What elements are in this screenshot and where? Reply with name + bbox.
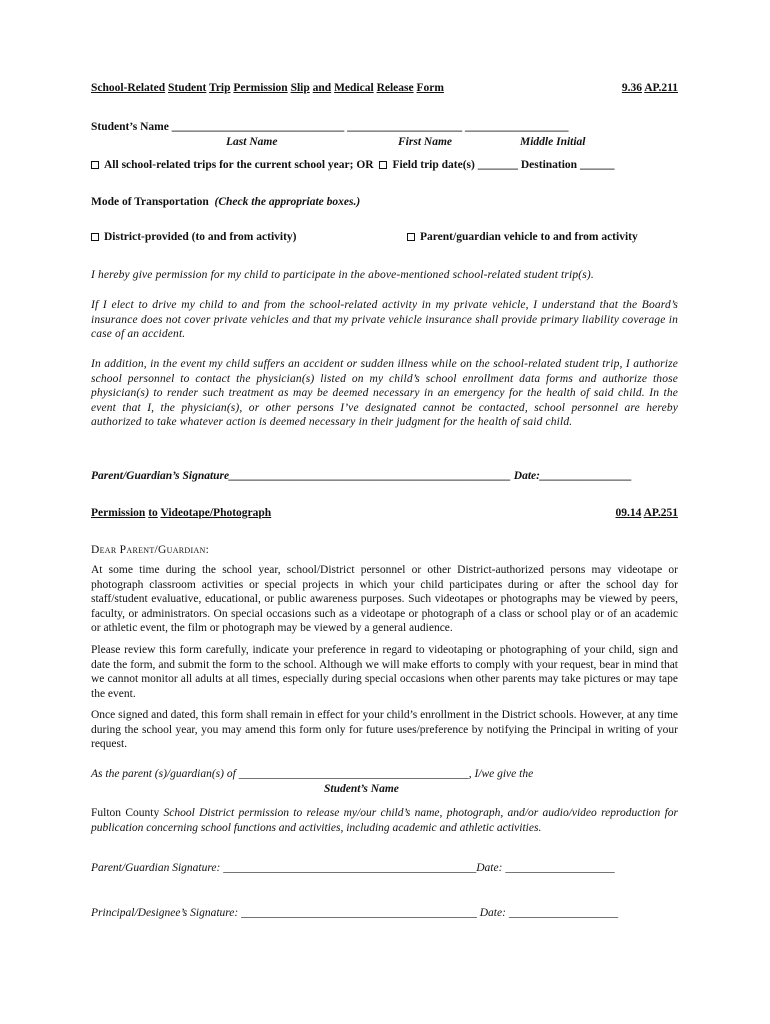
form1-policy-code [622,82,678,94]
first-name-caption: First Name [398,136,452,148]
field-trip-checkbox[interactable] [379,161,387,169]
last-name-caption: Last Name [226,136,278,148]
parent-date-label: Date: [476,862,503,874]
form1-header [91,82,678,94]
field-trip-label: Field trip date(s) _______ Destination ______ [392,159,615,171]
policy-code-part: AP.211 [644,82,678,94]
student-name-blank[interactable]: ________________________________________ [238,768,469,780]
middle-initial-caption: Middle Initial [520,136,586,148]
student-name-label: Student’s Name [91,121,169,133]
review-form-paragraph: Please review this form carefully, indicate your preference in regard to videotaping or photographing of your child, sign and date the form, and submit the form to the school. Although we will make efforts to comply with your request, bear in mind that we cannot monitor all adults at all times, especially during special occasions when other parents may take pictures or may tape the event. [91,644,678,700]
parent-transport-checkbox[interactable] [407,233,415,241]
release-organization: Fulton County [91,807,160,819]
title-word: to [148,507,158,519]
form1-signature-row [91,470,632,482]
all-trips-checkbox[interactable] [91,161,99,169]
permission-paragraph: I hereby give permission for my child to participate in the above-mentioned school-related student trip(s). [91,269,594,281]
student-name-caption: Student’s Name [324,783,399,795]
consent-statement-row [91,768,533,780]
parent-transport-option [407,231,638,243]
medical-release-paragraph: In addition, in the event my child suffers an accident or sudden illness while on the school-related student trip, I authorize school personnel to contact the physician(s) listed on my child’s school enrollment data forms and authorize those physician(s) to render such treatment as may be deemed necessary in an emergency for the health of said child. In the event that I, the physician(s), or other persons I’ve designated cannot be contacted, school personnel are hereby authorized to take whatever action is deemed necessary in their judgment for the health of said child. [91,358,678,429]
middle-initial-blank[interactable]: __________________ [464,121,569,133]
release-paragraph [91,806,678,835]
title-word: Release [376,82,414,94]
parent-signature-label: Parent/Guardian Signature: [91,862,221,874]
policy-code-part: 09.14 [615,507,642,519]
date-label: Date: [513,470,540,482]
date-line[interactable]: ________________ [539,470,632,482]
form2-title [91,507,271,519]
consent-statement-suffix: , I/we give the [468,768,534,780]
title-word: Slip [290,82,310,94]
transport-mode-hint: (Check the appropriate boxes.) [214,196,361,208]
title-word: Videotape/Photograph [160,507,272,519]
form1-title [91,82,444,94]
title-word: Medical [334,82,374,94]
title-word: Permission [91,507,146,519]
title-word: School-Related [91,82,166,94]
student-name-row [91,121,568,133]
parent-signature-line[interactable]: _________________________________________________ [229,470,511,482]
trip-options-row [91,159,614,171]
videotape-intro-paragraph: At some time during the school year, school/District personnel or other District-authorized persons may videotape or photograph classroom activities or special projects in which your child participates during or after the school day for staff/student evaluative, educational, or public awareness purposes. Such videotapes or photographs may be viewed by peers, faculty, or administrators. On special occasions such as a videotape or photograph of a class or school play or of an academic or athletic event, the film or photograph may be viewed by a general audience. [91,564,678,635]
transport-mode-heading [91,196,360,208]
district-transport-checkbox[interactable] [91,233,99,241]
parent-transport-label: Parent/guardian vehicle to and from activity [420,231,638,243]
parent-signature-label: Parent/Guardian’s Signature [91,470,230,482]
form-duration-paragraph: Once signed and dated, this form shall remain in effect for your child’s enrollment in the District schools. However, at any time during the school year, you may amend this form only for future uses/preference by notifying the Principal in writing of your request. [91,709,678,751]
release-text: School District permission to release my/our child’s name, photograph, and/or audio/video reproduction for publication concerning school functions and activities, including academic and athletic activities. [91,807,678,834]
district-transport-label: District-provided (to and from activity) [104,231,297,243]
principal-date-line[interactable]: ___________________ [508,907,619,919]
all-trips-label: All school-related trips for the current school year; OR [104,159,374,171]
principal-signature-label: Principal/Designee’s Signature: [91,907,239,919]
principal-date-label: Date: [479,907,506,919]
parent-signature-line[interactable]: ____________________________________________ [223,862,477,874]
principal-signature-line[interactable]: _________________________________________ [241,907,477,919]
last-name-blank[interactable]: ______________________________ [171,121,345,133]
consent-statement-text: As the parent (s)/guardian(s) of [91,768,236,780]
title-word: Student [167,82,207,94]
policy-code-part: AP.251 [643,507,678,519]
principal-signature-row [91,907,618,919]
district-transport-option [91,231,297,243]
salutation: Dear Parent/Guardian: [91,544,210,556]
form2-policy-code [615,507,678,519]
title-word: Trip [209,82,231,94]
parent-date-line[interactable]: ___________________ [505,862,615,874]
title-word: Form [416,82,444,94]
form2-header [91,507,678,519]
policy-code-part: 9.36 [621,82,642,94]
private-vehicle-paragraph: If I elect to drive my child to and from the school-related activity in my private vehicle, I understand that the Board’s insurance does not cover private vehicles and that my private vehicle insurance shall provide primary liability coverage in case of an accident. [91,299,678,341]
parent-signature-row [91,862,615,874]
title-word: and [312,82,332,94]
first-name-blank[interactable]: ____________________ [347,121,463,133]
transport-mode-label: Mode of Transportation [91,196,209,208]
title-word: Permission [233,82,288,94]
